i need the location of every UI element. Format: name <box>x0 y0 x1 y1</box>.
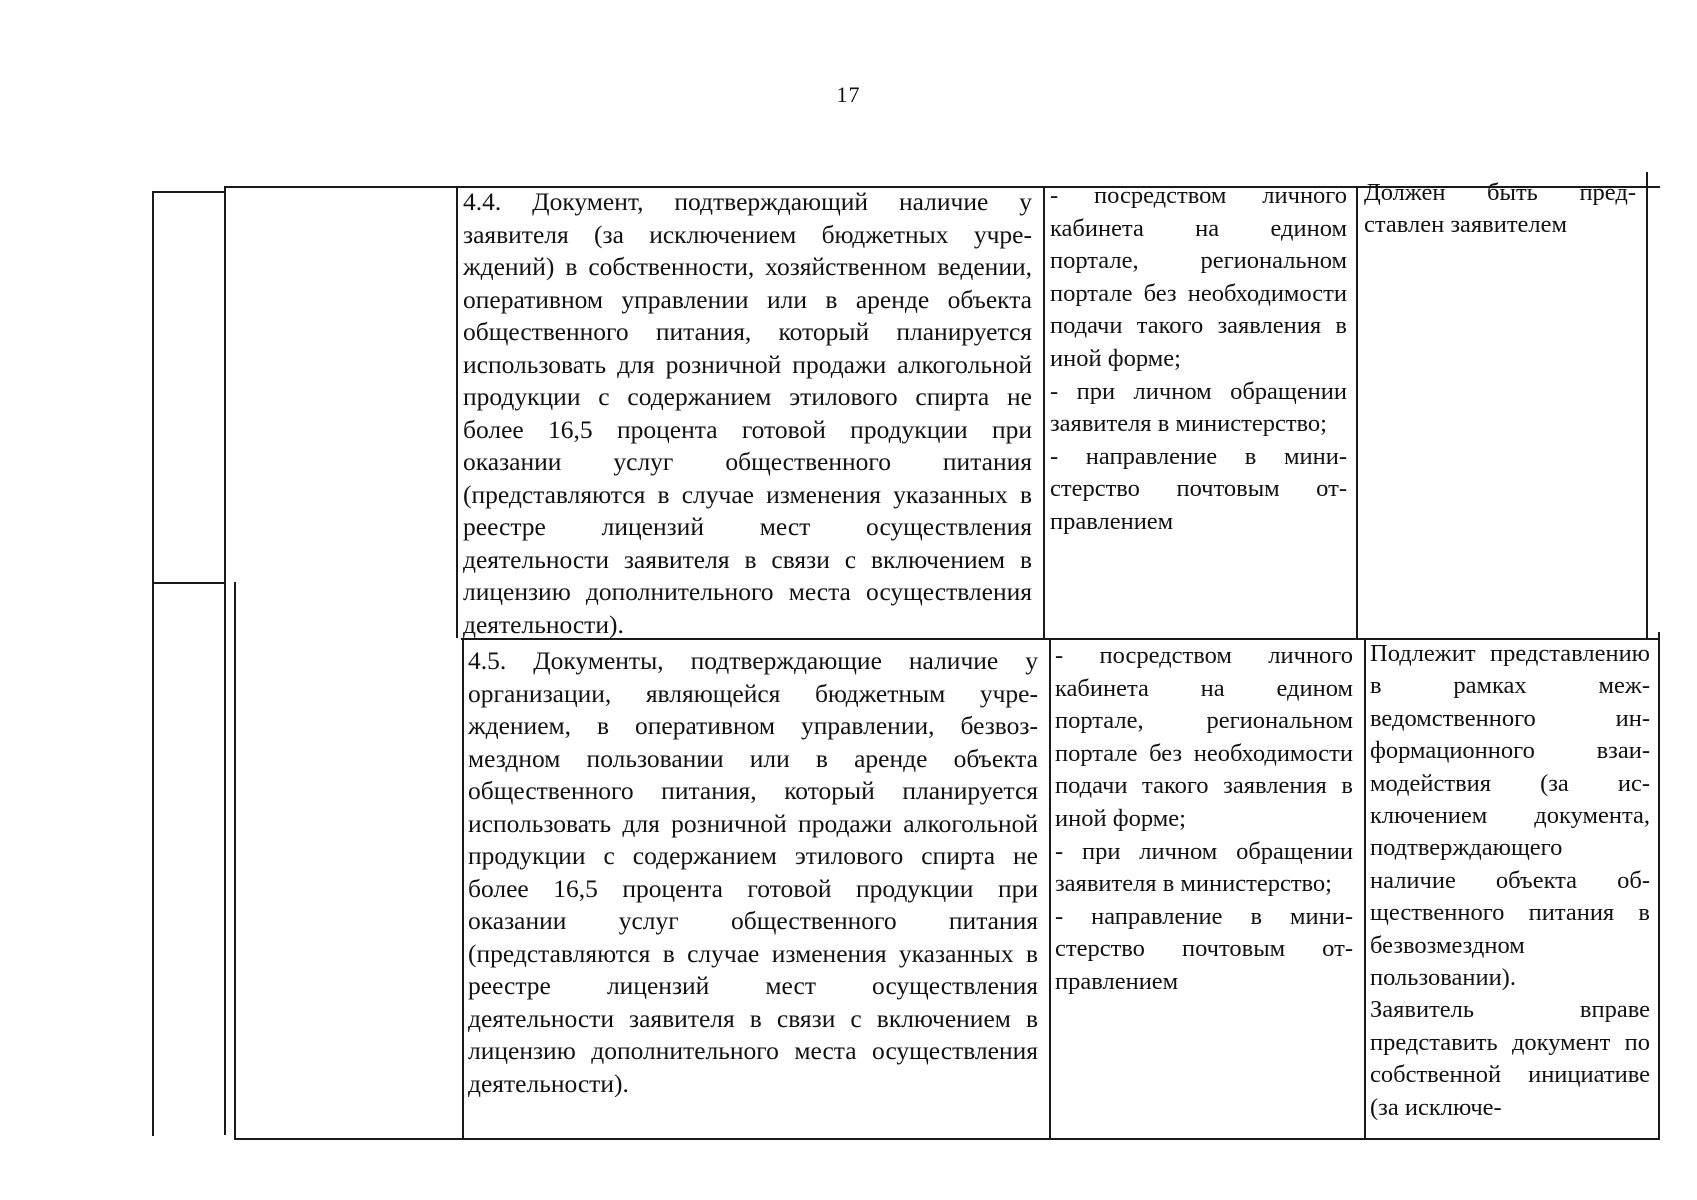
row-2-methods-cell <box>1055 640 1353 999</box>
row-1-document-cell <box>463 186 1032 641</box>
table-right-border-lower <box>1658 632 1660 1139</box>
row-1-method-mail: - направление в министерство почтовым отправлением <box>1050 442 1347 535</box>
row-2-note-cell <box>1370 638 1650 1124</box>
column-divider-1-lower <box>234 582 236 1139</box>
column-divider-3-lower <box>1049 638 1051 1139</box>
row-2-method-portal: - посредством личного кабинета на едином портале, региональном портале без необходимости подачи такого заявления в иной форме; <box>1055 642 1353 832</box>
row-1-methods-cell <box>1050 180 1347 539</box>
row-2-document-cell <box>468 645 1038 1100</box>
page-number: 17 <box>836 82 861 107</box>
column-divider-3 <box>1043 187 1045 638</box>
left-column-divider-mark <box>152 582 224 584</box>
table-right-border <box>1646 172 1648 638</box>
row-1-note-cell <box>1364 177 1636 242</box>
column-divider-4 <box>1356 187 1358 638</box>
column-divider-4-lower <box>1364 638 1366 1139</box>
column-divider-2 <box>456 187 458 638</box>
row-1-method-portal: - посредством личного кабинета на едином портале, региональном портале без необходимости подачи такого заявления в иной форме; <box>1050 182 1347 372</box>
row-2-note-applicant: Заявитель вправе представить документ по собственной инициативе (за исключе- <box>1370 996 1650 1121</box>
column-divider-2-lower <box>462 638 464 1139</box>
row-2-method-mail: - направление в министерство почтовым отправлением <box>1055 902 1353 995</box>
row-2-method-in-person: - при личном обращении заявителя в министерство; <box>1055 837 1353 898</box>
row-1-method-in-person: - при личном обращении заявителя в министерство; <box>1050 377 1347 438</box>
column-divider-1 <box>224 187 226 1135</box>
row-2-note-interagency: Подлежит представлению в рамках межведомственного информационного взаимодействия (за исключением документа, подтверждающего наличие объекта общественного питания в безвозмездном пользовании). <box>1370 640 1650 992</box>
table-left-border <box>152 191 154 1136</box>
row-2-document-text: 4.5. Документы, подтверждающие наличие у организации, являющейся бюджетным учреждением, в оперативном управлении, безвозмездном пользовании или в аренде объекта общественного питания, который планируется использовать для розничной продажи алкогольной продукции с содержанием этилового спирта не более 16,5 процента готовой продукции при оказании услуг общественного питания (представляются в случае изменения указанных в реестре лицензий мест осуществления деятельности заявителя в связи с включением в лицензию дополнительного места осуществления деятельности). <box>468 646 1038 1098</box>
table-bottom-border <box>234 1138 1660 1140</box>
row-1-note: Должен быть представлен заявителем <box>1364 179 1636 239</box>
table-top-border-left <box>152 191 224 193</box>
row-1-document-text: 4.4. Документ, подтверждающий наличие у заявителя (за исключением бюджетных учреждений) в собственности, хозяйственном ведении, оперативном управлении или в аренде объекта общественного питания, который планируется использовать для розничной продажи алкогольной продукции с содержанием этилового спирта не более 16,5 процента готовой продукции при оказании услуг общественного питания (представляются в случае изменения указанных в реестре лицензий мест осуществления деятельности заявителя в связи с включением в лицензию дополнительного места осуществления деятельности). <box>463 187 1032 639</box>
